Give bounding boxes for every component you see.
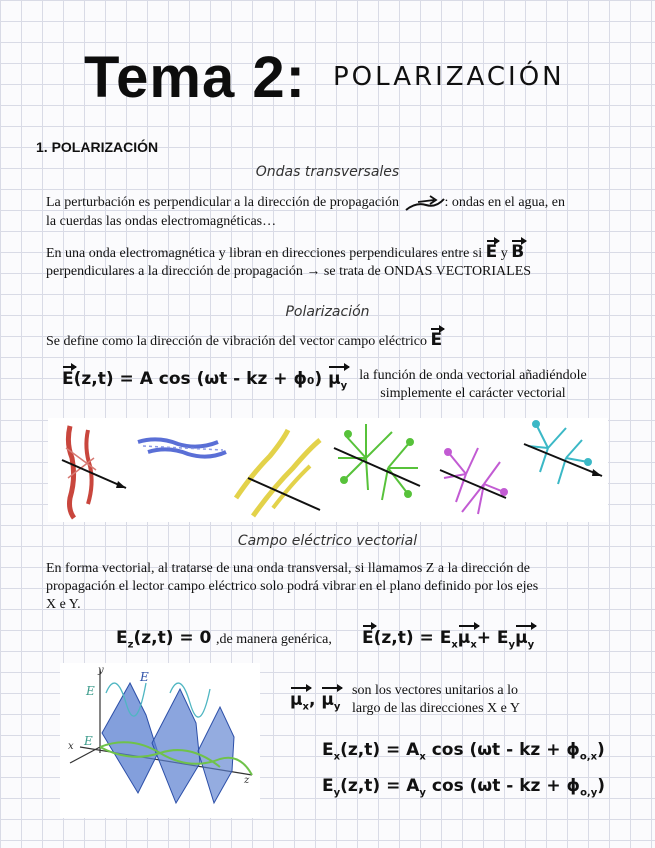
section-heading: 1. POLARIZACIÓN [36, 139, 159, 155]
heading-campo-electrico: Campo eléctrico vectorial [237, 533, 418, 549]
text: Se define como la dirección de vibración del vector campo eléctrico [46, 334, 427, 349]
text: propagación el lector campo eléctrico solo podrá vibrar en el plano definido por los ejes [46, 579, 539, 594]
unit-vectors-symbols: $\mu_x$, $\mu_y$ [290, 690, 341, 713]
text: La perturbación es perpendicular a la dirección de propagación [46, 195, 399, 211]
formula-text: (z,t) = E [373, 628, 452, 648]
page-subtitle: POLARIZACIÓN [333, 62, 565, 92]
polarization-illustrations [48, 418, 608, 522]
symbol: E [322, 740, 334, 760]
label-Ey: E [86, 684, 95, 698]
text: largo de las direcciones X e Y [352, 701, 520, 716]
note-funcion-onda [338, 367, 608, 403]
text: y [500, 246, 508, 261]
text: son los vectores unitarios a lo [352, 683, 519, 698]
generic-field-formula [362, 628, 534, 650]
text: En una onda electromagnética y libran en direcciones perpendiculares entre si [46, 246, 483, 261]
text: X e Y. [46, 597, 81, 612]
paragraph-definicion [46, 331, 442, 351]
unit-vector-mu-y [515, 628, 534, 650]
vector-E: E [430, 330, 443, 350]
mu-symbol: μ [321, 690, 334, 710]
text: la función de onda vectorial añadiéndole [359, 368, 587, 383]
vector-E: E [62, 369, 74, 389]
subscript: y [333, 787, 341, 799]
ey-component-formula [322, 776, 605, 798]
axis-z-label: z [244, 775, 250, 786]
heading-polarizacion: Polarización [285, 304, 370, 320]
unit-vectors-description [352, 682, 520, 718]
subscript: y [419, 787, 426, 799]
subscript: z [127, 639, 134, 651]
paragraph-onda-electromagnetica [46, 243, 636, 281]
formula-text: (z,t) = 0 [133, 628, 212, 648]
wave-arrow-icon [404, 193, 446, 213]
mu-symbol: μ [290, 690, 303, 710]
mu-symbol: μ [457, 628, 471, 648]
page-title: Tema 2: [84, 45, 306, 110]
subscript: o,x [579, 751, 598, 763]
paragraph-perturbacion [46, 193, 626, 231]
paragraph-forma-vectorial [46, 560, 636, 614]
formula-text: (z,t) = A [340, 776, 420, 796]
subscript: o,y [580, 787, 598, 799]
formula-text: ) [597, 776, 606, 796]
text-generica: ,de manera genérica, [216, 632, 332, 647]
mu-subscript: y [340, 380, 348, 392]
subscript: x [333, 751, 341, 763]
subscript: x [451, 639, 458, 651]
formula-text: ) [597, 740, 605, 760]
axis-x-label: x [68, 741, 74, 752]
label-Ex: E [84, 734, 93, 748]
subscript: y [508, 639, 516, 651]
heading-ondas-transversales: Ondas transversales [255, 164, 400, 180]
symbol: E [322, 776, 334, 796]
ez-formula [116, 628, 211, 650]
subscript: y [527, 639, 535, 651]
text: perpendiculares a la dirección de propagación → se trata de ONDAS VECTORIALES [46, 264, 532, 279]
vector-E: E [362, 628, 374, 648]
subscript: x [419, 751, 426, 763]
subscript: x [302, 701, 309, 713]
ex-component-formula [322, 740, 605, 762]
vector-E: E [485, 242, 498, 262]
wave-function-formula [62, 369, 347, 391]
subscript: x [470, 639, 477, 651]
symbol: E [116, 628, 128, 648]
unit-vector-mu-y [321, 690, 340, 712]
electric-field-3d-figure [60, 663, 260, 818]
unit-vector-mu-x [458, 628, 477, 650]
formula-text: cos (ωt - kz + ϕ [425, 776, 581, 796]
formula-text: + E [476, 628, 509, 648]
text: simplemente el carácter vectorial [380, 386, 566, 401]
text: la cuerdas las ondas electromagnéticas… [46, 214, 277, 229]
mu-symbol: μ [328, 369, 341, 389]
vector-B: B [511, 242, 525, 262]
formula-text: (z,t) = A cos (ωt - kz + ϕ₀) [73, 369, 323, 389]
axis-y-label: y [98, 665, 104, 676]
text: : ondas en el agua, en [444, 195, 565, 211]
text: En forma vectorial, al tratarse de una onda transversal, si llamamos Z a la dirección de [46, 561, 530, 576]
formula-text: (z,t) = A [340, 740, 420, 760]
unit-vector-mu-x [290, 690, 309, 712]
subscript: y [333, 701, 341, 713]
mu-symbol: μ [515, 628, 528, 648]
formula-text: cos (ωt - kz + ϕ [425, 740, 580, 760]
label-E: E [140, 670, 149, 684]
